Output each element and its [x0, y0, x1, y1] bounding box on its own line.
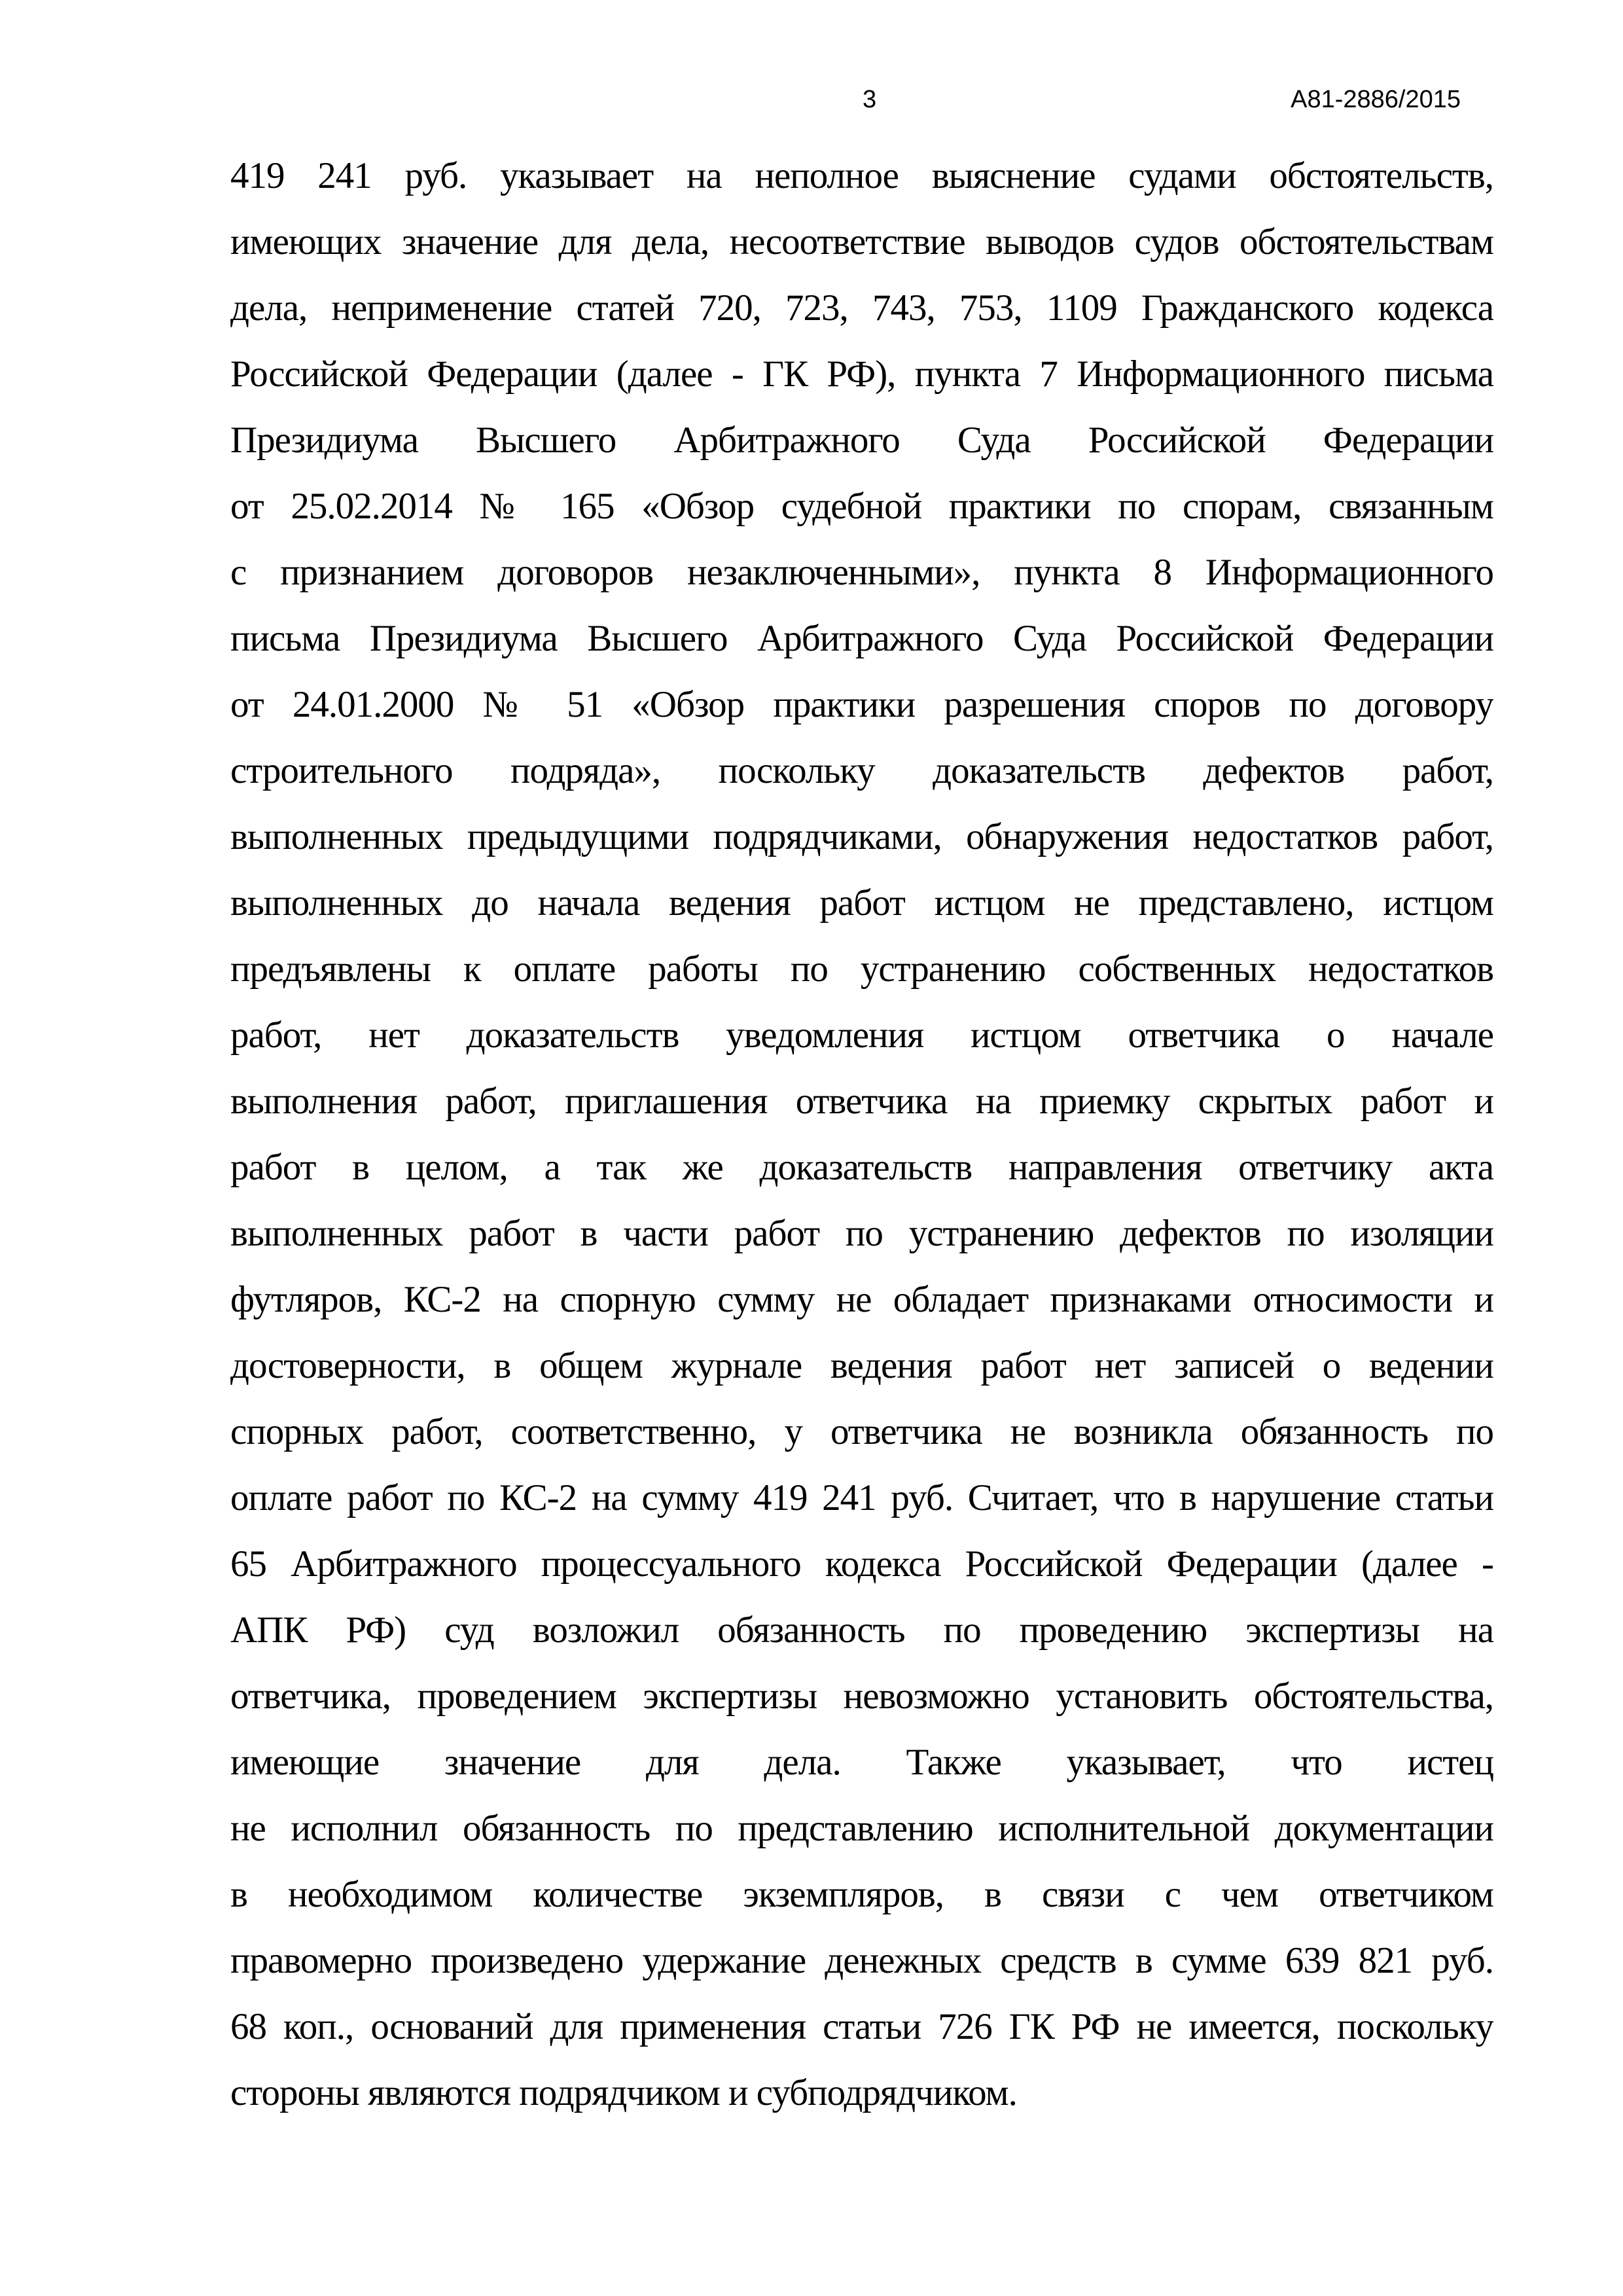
text-line: предъявлены к оплате работы по устранению собственных недостатков — [230, 948, 1493, 990]
text-line: строительного подряда», поскольку доказательств дефектов работ, — [230, 750, 1493, 791]
text-line: в необходимом количестве экземпляров, в связи с чем ответчиком — [230, 1874, 1493, 1915]
text-line: работ в целом, а так же доказательств направления ответчику акта — [230, 1147, 1493, 1188]
text-line: спорных работ, соответственно, у ответчика не возникла обязанность по — [230, 1411, 1493, 1452]
text-line: выполненных до начала ведения работ истцом не представлено, истцом — [230, 882, 1493, 924]
text-line: от 25.02.2014 № 165 «Обзор судебной практики по спорам, связанным — [230, 486, 1493, 527]
text-line: ответчика, проведением экспертизы невозможно установить обстоятельства, — [230, 1676, 1493, 1717]
text-line: 65 Арбитражного процессуального кодекса Российской Федерации (далее - — [230, 1543, 1493, 1585]
text-line: от 24.01.2000 № 51 «Обзор практики разрешения споров по договору — [230, 684, 1493, 725]
text-line: с признанием договоров незаключенными», пункта 8 Информационного — [230, 552, 1493, 593]
case-number: А81-2886/2015 — [1291, 86, 1461, 113]
text-line: имеющие значение для дела. Также указывает, что истец — [230, 1742, 1493, 1783]
text-line: достоверности, в общем журнале ведения работ нет записей о ведении — [230, 1345, 1493, 1386]
text-line: стороны являются подрядчиком и субподрядчиком. — [230, 2072, 1017, 2113]
text-line: письма Президиума Высшего Арбитражного Суда Российской Федерации — [230, 618, 1493, 659]
text-line: 68 коп., оснований для применения статьи 726 ГК РФ не имеется, поскольку — [230, 2006, 1493, 2047]
text-line: выполнения работ, приглашения ответчика на приемку скрытых работ и — [230, 1081, 1493, 1122]
text-line: дела, неприменение статей 720, 723, 743, 753, 1109 Гражданского кодекса — [230, 287, 1493, 329]
page-number: 3 — [863, 86, 877, 113]
text-line: имеющих значение для дела, несоответствие выводов судов обстоятельствам — [230, 221, 1493, 262]
text-line: АПК РФ) суд возложил обязанность по проведению экспертизы на — [230, 1609, 1493, 1651]
text-line: Российской Федерации (далее - ГК РФ), пункта 7 Информационного письма — [230, 353, 1493, 395]
text-line: выполненных предыдущими подрядчиками, обнаружения недостатков работ, — [230, 816, 1493, 857]
text-line: футляров, КС-2 на спорную сумму не обладает признаками относимости и — [230, 1279, 1493, 1320]
document-body-text — [230, 143, 1493, 2126]
text-line: работ, нет доказательств уведомления истцом ответчика о начале — [230, 1014, 1493, 1056]
text-line: 419 241 руб. указывает на неполное выяснение судами обстоятельств, — [230, 155, 1493, 196]
text-line: не исполнил обязанность по представлению исполнительной документации — [230, 1808, 1493, 1849]
text-line: правомерно произведено удержание денежных средств в сумме 639 821 руб. — [230, 1940, 1493, 1981]
text-line: оплате работ по КС-2 на сумму 419 241 руб. Считает, что в нарушение статьи — [230, 1477, 1493, 1518]
text-line: Президиума Высшего Арбитражного Суда Российской Федерации — [230, 420, 1493, 461]
text-line: выполненных работ в части работ по устранению дефектов по изоляции — [230, 1213, 1493, 1254]
